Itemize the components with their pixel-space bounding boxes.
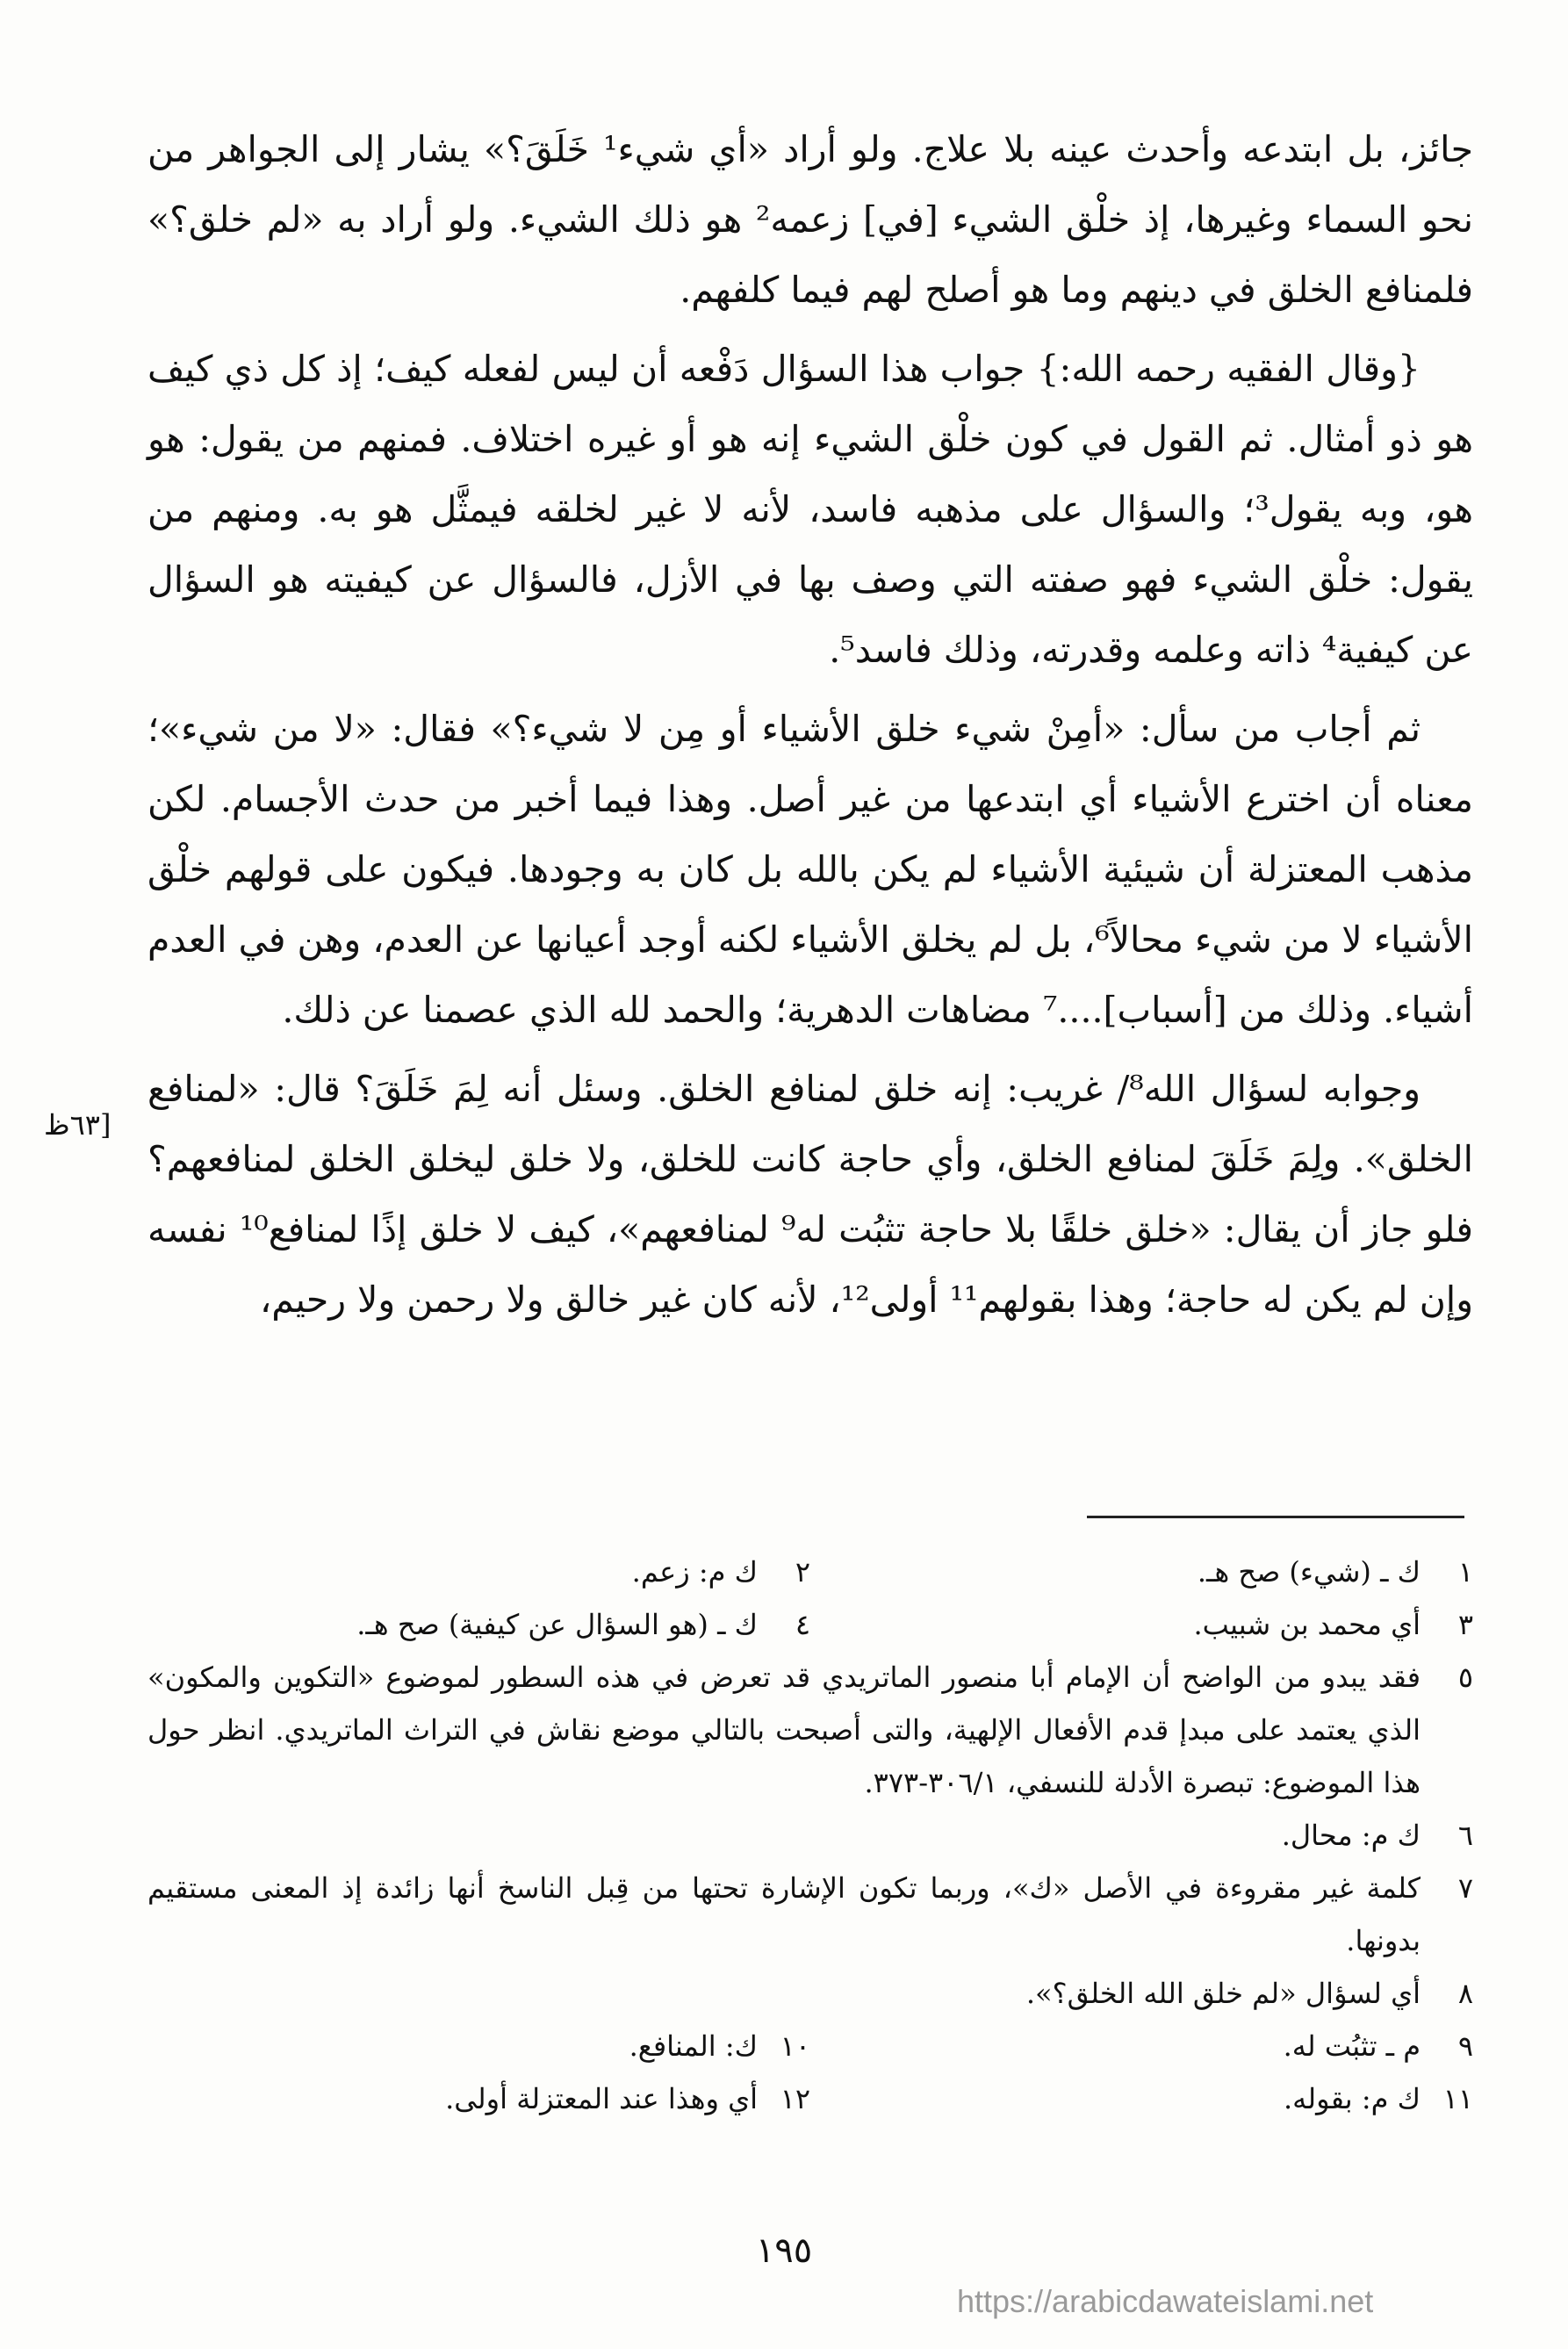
footnote-separator: [1087, 1516, 1464, 1518]
footnote-row: [147, 2072, 1473, 2125]
footnote-text: ك م: بقوله.: [1283, 2082, 1421, 2115]
footnote-12: [147, 2072, 810, 2125]
footnote-number: ٩: [1457, 2029, 1473, 2063]
folio-margin-note: [٦٣ظ: [44, 1108, 111, 1142]
footnote-text: م ـ تثبُت له.: [1283, 2029, 1421, 2063]
footnote-text: ك م: محال.: [1281, 1819, 1421, 1852]
footnote-6: [147, 1809, 1473, 1862]
footnote-number: ١١: [1442, 2082, 1473, 2115]
footnote-number: ٢: [795, 1555, 810, 1589]
footnote-number: ١: [1457, 1555, 1473, 1589]
footnote-row: [147, 1598, 1473, 1651]
footnote-text: أي محمد بن شبيب.: [1193, 1608, 1421, 1641]
footnote-number: ٣: [1457, 1608, 1473, 1641]
footnote-number: ٥: [1457, 1661, 1473, 1694]
footnote-3: [810, 1598, 1473, 1651]
paragraph-1: جائز، بل ابتدعه وأحدث عينه بلا علاج. ولو أراد «أي شيء¹ خَلَقَ؟» يشار إلى الجواهر من نحو السماء وغيرها، إذ خلْق الشيء [في] زعمه² هو ذلك الشيء. ولو أراد به «لم خلق؟» فلمنافع الخلق في دينهم وما هو أصلح لهم فيما كلفهم.: [147, 128, 1473, 311]
footnote-row: [147, 1546, 1473, 1598]
footnote-number: ٨: [1457, 1977, 1473, 2010]
main-text: [147, 114, 1473, 1344]
footnote-number: ١٠: [780, 2029, 810, 2063]
footnote-number: ٤: [795, 1608, 810, 1641]
footnote-7: [147, 1862, 1473, 1967]
footnote-1: [810, 1546, 1473, 1598]
footnotes: [147, 1546, 1473, 2125]
footnote-text: ك ـ (شيء) صح هـ.: [1197, 1555, 1421, 1589]
footnote-row: [147, 2020, 1473, 2072]
footnote-10: [147, 2020, 810, 2072]
footnote-text: كلمة غير مقروءة في الأصل «ك»، وربما تكون الإشارة تحتها من قِبل الناسخ أنها زائدة إذ المعنى مستقيم بدونها.: [147, 1871, 1421, 1957]
footnote-text: أي لسؤال «لم خلق الله الخلق؟».: [1025, 1977, 1421, 2010]
page-number: ١٩٥: [755, 2230, 813, 2271]
footnote-number: ٦: [1457, 1819, 1473, 1852]
footnote-text: فقد يبدو من الواضح أن الإمام أبا منصور الماتريدي قد تعرض في هذه السطور لموضوع «التكوين والمكون» الذي يعتمد على مبدإ قدم الأفعال الإلهية، والتى أصبحت بالتالي موضع نقاش في التراث الماتريدي. انظر حول هذا الموضوع: تبصرة الأدلة للنسفي، ٣٠٦/١-٣٧٣.: [147, 1661, 1421, 1799]
paragraph-2: {وقال الفقيه رحمه الله:} جواب هذا السؤال دَفْعه أن ليس لفعله كيف؛ إذ كل ذي كيف هو ذو أمثال. ثم القول في كون خلْق الشيء إنه هو أو غيره اختلاف. فمنهم من يقول: هو هو، وبه يقول³؛ والسؤال على مذهبه فاسد، لأنه لا غير لخلقه فيمثَّل هو به. ومنهم من يقول: خلْق الشيء فهو صفته التي وصف بها في الأزل، فالسؤال عن كيفيته هو السؤال عن كيفية⁴ ذاته وعلمه وقدرته، وذلك فاسد⁵.: [147, 348, 1473, 671]
paragraph-4: وجوابه لسؤال الله⁸/ غريب: إنه خلق لمنافع الخلق. وسئل أنه لِمَ خَلَقَ؟ قال: «لمنافع الخلق». ولِمَ خَلَقَ لمنافع الخلق، وأي حاجة كانت للخلق، ولا خلق ليخلق الخلق لمنافعهم؟ فلو جاز أن يقال: «خلق خلقًا بلا حاجة تثبُت له⁹ لمنافعهم»، كيف لا خلق إذًا لمنافع¹⁰ نفسه وإن لم يكن له حاجة؛ وهذا بقولهم¹¹ أولى¹²، لأنه كان غير خالق ولا رحمن ولا رحيم،: [147, 1068, 1473, 1321]
footnote-text: ك: المنافع.: [629, 2029, 758, 2063]
footnote-number: ١٢: [780, 2082, 810, 2115]
footnote-5: [147, 1651, 1473, 1809]
paragraph-3: ثم أجاب من سأل: «أمِنْ شيء خلق الأشياء أو مِن لا شيء؟» فقال: «لا من شيء»؛ معناه أن اخترع الأشياء أي ابتدعها من غير أصل. وهذا فيما أخبر من حدث الأجسام. لكن مذهب المعتزلة أن شيئية الأشياء لم يكن بالله بل كان به وجودها. فيكون على قولهم خلْق الأشياء لا من شيء محالاً⁶، بل لم يخلق الأشياء لكنه أوجد أعيانها عن العدم، وهن في العدم أشياء. وذلك من [أسباب]....⁷ مضاهات الدهرية؛ والحمد لله الذي عصمنا عن ذلك.: [147, 708, 1473, 1031]
footnote-text: ك م: زعم.: [631, 1555, 758, 1589]
footnote-number: ٧: [1457, 1871, 1473, 1905]
footnote-text: أي وهذا عند المعتزلة أولى.: [445, 2082, 758, 2115]
watermark-url: https://arabicdawateislami.net: [957, 2283, 1374, 2319]
footnote-text: ك ـ (هو السؤال عن كيفية) صح هـ.: [356, 1608, 758, 1641]
footnote-4: [147, 1598, 810, 1651]
footnote-11: [810, 2072, 1473, 2125]
footnote-2: [147, 1546, 810, 1598]
footnote-8: [147, 1967, 1473, 2020]
footnote-9: [810, 2020, 1473, 2072]
